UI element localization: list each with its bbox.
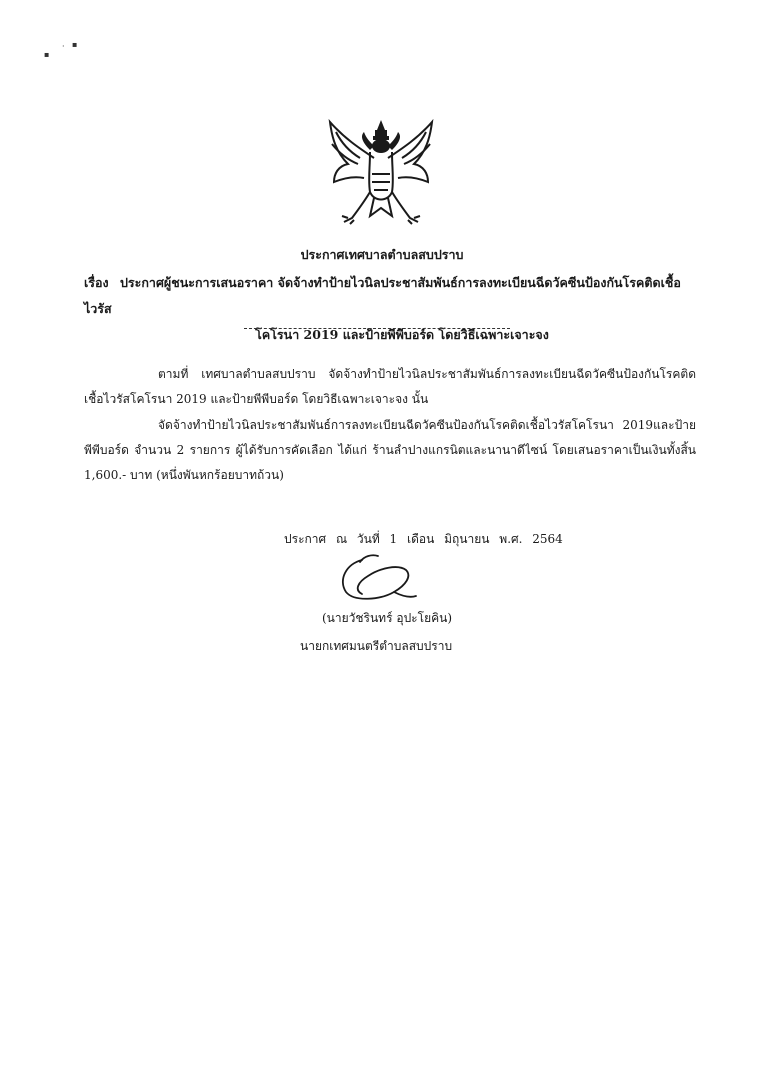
garuda-emblem-icon xyxy=(324,118,438,226)
signer-name: (นายวัชรินทร์ อุปะโยคิน) xyxy=(322,611,453,625)
subject-line-1: ประกาศผู้ชนะการเสนอราคา จัดจ้างทำป้ายไวนิลประชาสัมพันธ์การลงทะเบียนฉีดวัคซีนป้องกันโรคติดเชื้อไวรัส xyxy=(84,275,681,316)
paragraph-1 xyxy=(84,362,696,412)
scan-speck: ▪ xyxy=(72,40,78,49)
subject-label: เรื่อง xyxy=(84,275,109,290)
title-divider xyxy=(244,328,510,329)
handwritten-signature-icon xyxy=(332,550,420,606)
announcement-date: ประกาศ ณ วันที่ 1 เดือน มิถุนายน พ.ศ. 2564 xyxy=(284,532,563,546)
paragraph-2 xyxy=(84,413,696,488)
document-title: ประกาศเทศบาลตำบลสบปราบ xyxy=(300,247,464,262)
paragraph-2-text: จัดจ้างทำป้ายไวนิลประชาสัมพันธ์การลงทะเบียนฉีดวัคซีนป้องกันโรคติดเชื้อไวรัสโคโรนา 2019และป้ายพีพีบอร์ด จำนวน 2 รายการ ผู้ได้รับการคัดเลือก ได้แก่ ร้านลำปางแกรนิตและนานาดีไซน์ โดยเสนอราคาเป็นเงินทั้งสิ้น 1,600.- บาท (หนึ่งพันหกร้อยบาทถ้วน) xyxy=(84,418,696,482)
subject xyxy=(84,270,684,348)
signer-position: นายกเทศมนตรีตำบลสบปราบ xyxy=(300,639,453,653)
subject-line-2: โคโรนา 2019 และป้ายพีพีบอร์ด โดยวิธีเฉพาะเจาะจง xyxy=(255,327,549,342)
scan-speck: ▪ xyxy=(44,50,50,59)
scan-speck: · xyxy=(62,42,65,51)
paragraph-1-text: ตามที่ เทศบาลตำบลสบปราบ จัดจ้างทำป้ายไวนิลประชาสัมพันธ์การลงทะเบียนฉีดวัคซีนป้องกันโรคติดเชื้อไวรัสโคโรนา 2019 และป้ายพีพีบอร์ด โดยวิธีเฉพาะเจาะจง นั้น xyxy=(84,367,696,406)
